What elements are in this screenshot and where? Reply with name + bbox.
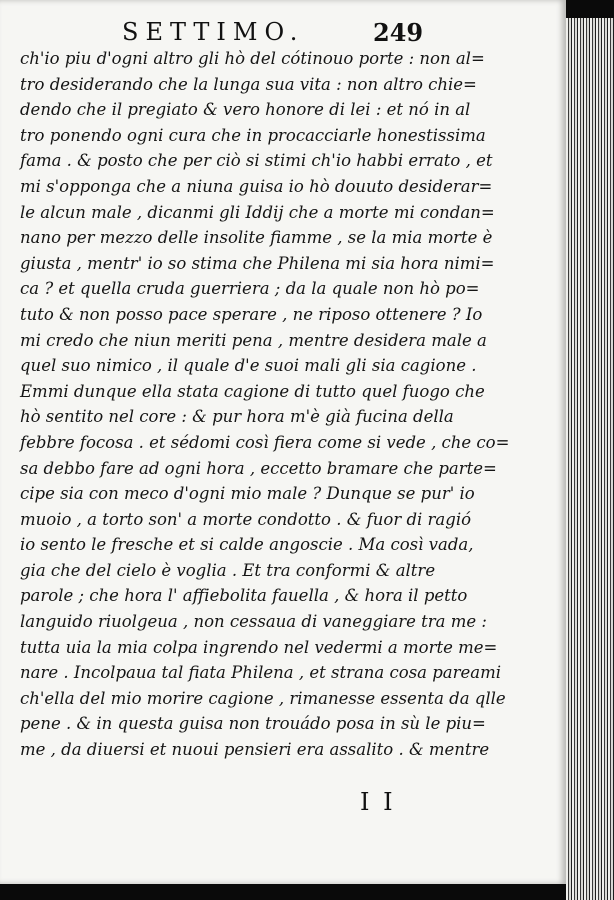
page-number: 249 <box>373 18 424 47</box>
text-line: tro desiderando che la lunga sua vita : non altro chie= <box>20 74 477 94</box>
text-line: muoio , a torto son' a morte condotto . & fuor di ragió <box>20 509 472 529</box>
background-shadow <box>566 0 614 18</box>
text-line: tutta uia la mia colpa ingrendo nel vedermi a morte me= <box>20 637 498 657</box>
text-line: ch'io piu d'ogni altro gli hò del cótinouo porte : non al= <box>20 49 485 68</box>
text-line: nare . Incolpaua tal fiata Philena , et strana cosa pareami <box>20 663 502 683</box>
text-line: fama . & posto che per ciò si stimi ch'io habbi errato , et <box>20 151 493 171</box>
text-line: le alcun male , dicanmi gli Iddij che a morte mi condan= <box>20 202 495 222</box>
text-line: me , da diuersi et nuoui pensieri era assalito . & mentre <box>20 740 490 760</box>
text-line: ch'ella del mio morire cagione , rimanesse essenta da qlle <box>20 688 506 708</box>
text-line: tuto & non posso pace sperare , ne riposo ottenere ? Io <box>20 304 483 324</box>
running-title: SETTIMO. <box>122 18 305 46</box>
text-line: languido riuolgeua , non cessaua di vaneggiare tra me : <box>20 612 487 632</box>
signature-mark: I I <box>360 788 396 816</box>
text-line: dendo che il pregiato & vero honore di lei : et nó in al <box>20 100 471 120</box>
text-line: pene . & in questa guisa non trouádo posa in sù le piu= <box>20 714 486 734</box>
text-line: nano per mezzo delle insolite fiamme , se la mia morte è <box>20 228 493 248</box>
text-line: quel suo nimico , il quale d'e suoi mali gli sia cagione . <box>20 356 477 376</box>
text-line: mi credo che niun meriti pena , mentre desidera male a <box>20 330 487 350</box>
text-line: hò sentito nel core : & pur hora m'è già fucina della <box>20 407 454 427</box>
text-line: febbre focosa . et sédomi così fiera come si vede , che co= <box>20 432 510 452</box>
text-line: mi s'opponga che a niuna guisa io hò douuto desiderar= <box>20 176 493 196</box>
page-edges <box>566 0 614 900</box>
text-line: parole ; che hora l' affiebolita fauella , & hora il petto <box>20 586 468 606</box>
text-line: giusta , mentr' io so stima che Philena mi sia hora nimi= <box>20 253 495 273</box>
body-text <box>20 46 510 763</box>
text-line: Emmi dunque ella stata cagione di tutto quel fuogo che <box>20 381 485 401</box>
text-line: io sento le fresche et si calde angoscie . Ma così vada, <box>20 535 474 555</box>
text-line: gia che del cielo è voglia . Et tra conformi & altre <box>20 560 436 580</box>
text-line: sa debbo fare ad ogni hora , eccetto bramare che parte= <box>20 458 497 478</box>
text-line: ca ? et quella cruda guerriera ; da la quale non hò po= <box>20 279 480 299</box>
text-line: tro ponendo ogni cura che in procacciarle honestissima <box>20 125 486 145</box>
text-line: cipe sia con meco d'ogni mio male ? Dunque se pur' io <box>20 484 475 504</box>
